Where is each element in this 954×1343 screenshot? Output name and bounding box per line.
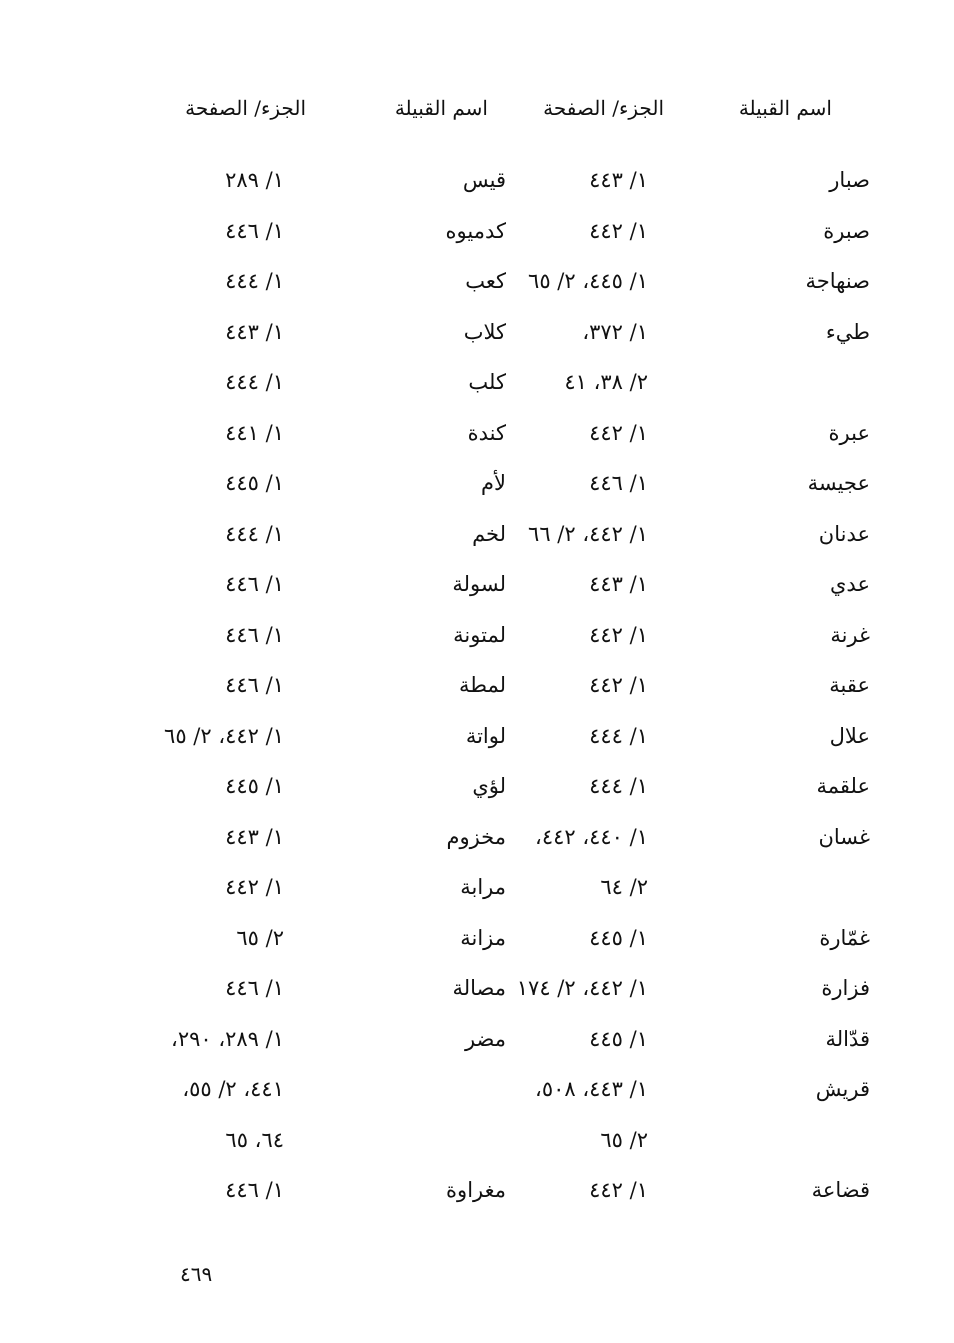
tribe-name-cell: مخزوم	[446, 824, 506, 849]
part-page-cell: ١/ ٤٤٦	[225, 622, 284, 647]
table-row	[0, 320, 954, 360]
table-row	[0, 774, 954, 814]
table-row	[0, 219, 954, 259]
table-row	[0, 976, 954, 1016]
part-page-cell: ١/ ٤٤٣	[225, 824, 284, 849]
tribe-name-cell: فزارة	[821, 976, 870, 1000]
part-page-cell: ١/ ٢٨٩، ٢٩٠،	[171, 1026, 284, 1051]
table-row	[0, 1128, 954, 1168]
table-row	[0, 623, 954, 663]
part-page-cell: ١/ ٤٤٣	[225, 319, 284, 344]
header-part-page: الجزء/ الصفحة	[543, 96, 664, 120]
tribe-name-cell: لمطة	[458, 673, 506, 697]
table-row	[0, 1178, 954, 1218]
table-row	[0, 168, 954, 208]
tribe-name-cell: صبرة	[823, 218, 870, 243]
part-page-cell: ١/ ٤٤٤	[225, 370, 284, 394]
tribe-name-cell: عدنان	[818, 521, 870, 546]
part-page-cell: ١/ ٤٤٠، ٤٤٢،	[535, 824, 648, 849]
part-page-cell: ١/ ٤٤٤	[225, 521, 284, 546]
tribe-name-cell: عبرة	[828, 420, 870, 445]
table-row	[0, 522, 954, 562]
table-row	[0, 825, 954, 865]
part-page-cell: ١/ ٤٤٥	[589, 925, 648, 950]
part-page-cell: ٢/ ٦٤	[600, 875, 648, 899]
tribe-name-cell: قدّالة	[825, 1026, 870, 1051]
table-row	[0, 269, 954, 309]
part-page-cell: ١/ ٤٤٦	[225, 1178, 284, 1202]
table-row	[0, 673, 954, 713]
tribe-name-cell: كندة	[467, 420, 506, 445]
part-page-cell: ١/ ٤٤٥	[225, 471, 284, 495]
part-page-cell: ١/ ٤٤٢	[589, 673, 648, 697]
tribe-name-cell: مغراوة	[446, 1178, 506, 1202]
part-page-cell: ١/ ٢٨٩	[225, 168, 284, 192]
tribe-name-cell: قريش	[815, 1077, 870, 1101]
tribe-name-cell: لأم	[481, 471, 506, 495]
table-row	[0, 1077, 954, 1117]
part-page-cell: ١/ ٤٤٢، ٢/ ٦٥	[164, 723, 284, 748]
part-page-cell: ١/ ٤٤٢، ٢/ ٦٦	[528, 521, 648, 546]
part-page-cell: ١/ ٤٤٤	[589, 723, 648, 748]
part-page-cell: ١/ ٤٤٤	[589, 774, 648, 798]
tribe-name-cell: عدي	[830, 572, 870, 596]
part-page-cell: ١/ ٤٤٢	[589, 622, 648, 647]
part-page-cell: ١/ ٤٤٥	[589, 1026, 648, 1051]
part-page-cell: ٢/ ٣٨، ٤١	[564, 370, 648, 394]
tribe-name-cell: صنهاجة	[805, 269, 870, 293]
part-page-cell: ١/ ٤٤٣	[589, 572, 648, 596]
part-page-cell: ١/ ٤٤٢	[589, 218, 648, 243]
tribe-name-cell: غمّارة	[819, 925, 870, 950]
tribe-name-cell: صبار	[829, 168, 870, 192]
tribe-name-cell: لمتونة	[453, 622, 506, 647]
part-page-cell: ١/ ٣٧٢،	[582, 319, 648, 344]
table-row	[0, 572, 954, 612]
header-part-page: الجزء/ الصفحة	[185, 96, 306, 120]
part-page-cell: ١/ ٤٤٦	[225, 218, 284, 243]
header-tribe-name: اسم القبيلة	[394, 96, 488, 120]
tribe-name-cell: قيس	[462, 168, 506, 192]
part-page-cell: ١/ ٤٤٢	[589, 1178, 648, 1202]
tribe-name-cell: مصالة	[452, 976, 506, 1000]
tribe-name-cell: كلاب	[463, 319, 506, 344]
table-row	[0, 1027, 954, 1067]
tribe-name-cell: لؤي	[472, 774, 506, 798]
tribe-name-cell: طيء	[825, 319, 870, 344]
table-header	[0, 96, 954, 130]
tribe-name-cell: كلب	[468, 370, 506, 394]
part-page-cell: ١/ ٤٤٣	[589, 168, 648, 192]
part-page-cell: ١/ ٤٤٣، ٥٠٨،	[535, 1077, 648, 1101]
part-page-cell: ١/ ٤٤١	[225, 420, 284, 445]
tribe-name-cell: علال	[829, 723, 870, 748]
tribe-name-cell: عقبة	[829, 673, 870, 697]
header-tribe-name: اسم القبيلة	[738, 96, 832, 120]
tribe-name-cell: غرنة	[830, 622, 870, 647]
tribe-name-cell: مضر	[464, 1026, 506, 1051]
part-page-cell: ٢/ ٦٥	[600, 1127, 648, 1152]
part-page-cell: ١/ ٤٤٦	[589, 471, 648, 495]
table-row	[0, 370, 954, 410]
part-page-cell: ١/ ٤٤٦	[225, 673, 284, 697]
part-page-cell: ٦٤، ٦٥	[225, 1127, 284, 1152]
tribe-name-cell: علقمة	[816, 774, 870, 798]
table-row	[0, 471, 954, 511]
part-page-cell: ١/ ٤٤٦	[225, 572, 284, 596]
part-page-cell: ٤٤١، ٢/ ٥٥،	[182, 1077, 284, 1101]
page-number: ٤٦٩	[180, 1262, 213, 1286]
part-page-cell: ١/ ٤٤٥	[225, 774, 284, 798]
part-page-cell: ١/ ٤٤٦	[225, 976, 284, 1000]
part-page-cell: ١/ ٤٤٥، ٢/ ٦٥	[528, 269, 648, 293]
table-row	[0, 875, 954, 915]
tribe-name-cell: كدميوه	[445, 218, 506, 243]
part-page-cell: ٢/ ٦٥	[236, 925, 284, 950]
tribe-name-cell: قضاعة	[811, 1178, 870, 1202]
part-page-cell: ١/ ٤٤٢، ٢/ ١٧٤	[516, 976, 648, 1000]
tribe-name-cell: مزانة	[460, 925, 506, 950]
part-page-cell: ١/ ٤٤٤	[225, 269, 284, 293]
tribe-name-cell: كعب	[465, 269, 506, 293]
tribe-name-cell: لسولة	[452, 572, 506, 596]
tribe-name-cell: لخم	[472, 521, 506, 546]
tribe-name-cell: مرابة	[460, 875, 506, 899]
tribe-name-cell: غسان	[818, 824, 870, 849]
table-row	[0, 926, 954, 966]
part-page-cell: ١/ ٤٤٢	[225, 875, 284, 899]
tribe-name-cell: لواتة	[465, 723, 506, 748]
tribe-name-cell: عجيسة	[807, 471, 870, 495]
part-page-cell: ١/ ٤٤٢	[589, 420, 648, 445]
table-row	[0, 724, 954, 764]
table-row	[0, 421, 954, 461]
